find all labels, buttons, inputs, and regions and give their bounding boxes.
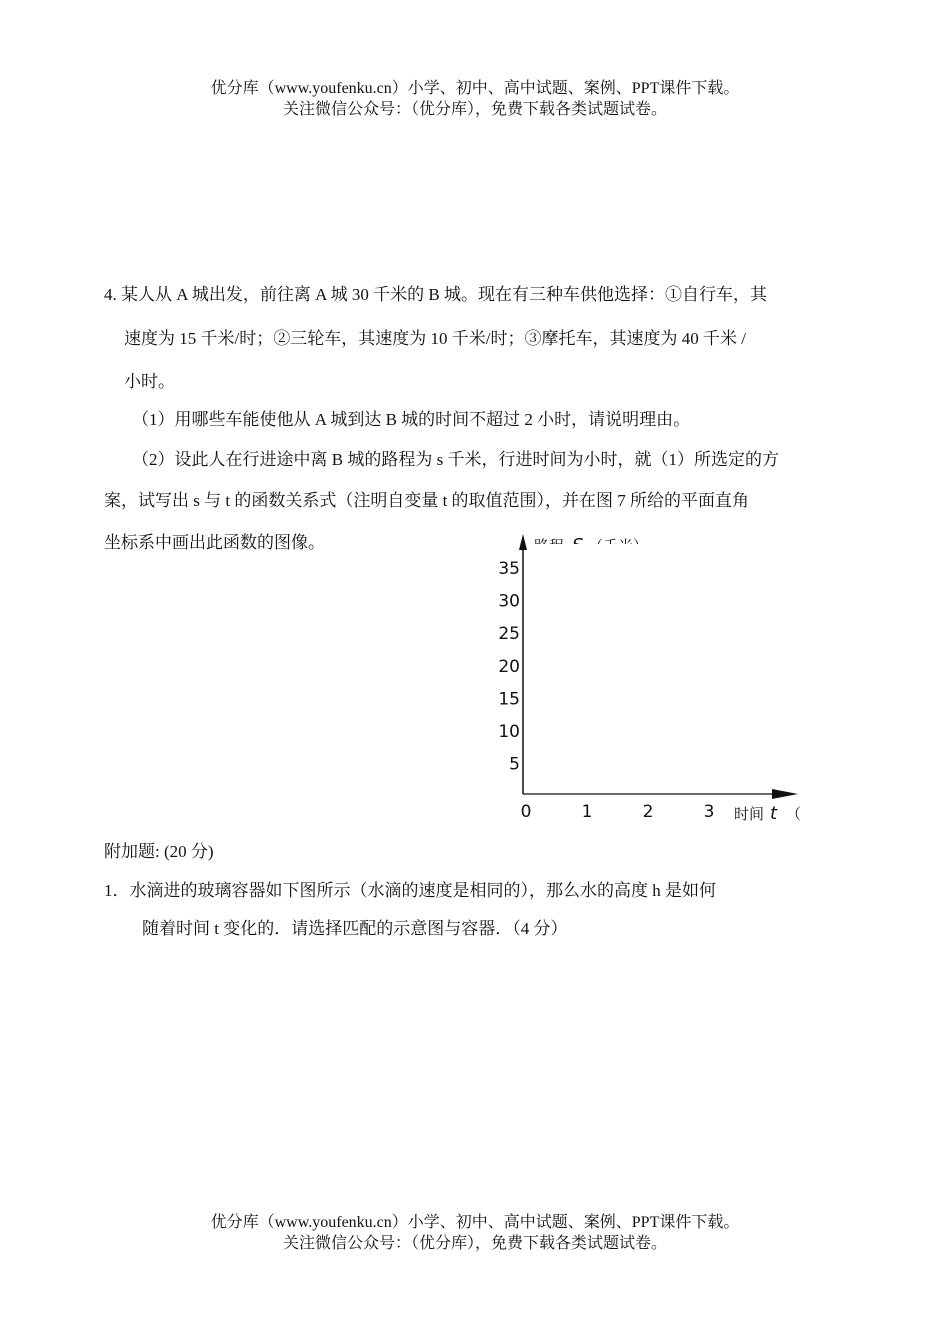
page-footer: [0, 1212, 950, 1254]
q4-line-2: 速度为 15 千米/时；②三轮车，其速度为 10 千米/时；③摩托车，其速度为 40 千米 /: [124, 329, 746, 348]
bonus-q1-line-2: 随着时间 t 变化的．请选择匹配的示意图与容器．（4 分）: [142, 919, 568, 938]
y-tick-labels: [498, 559, 520, 775]
y-axis-arrow: [519, 534, 527, 550]
footer-line-1: 优分库（www.youfenku.cn）小学、初中、高中试题、案例、PPT课件下载。: [210, 1214, 740, 1231]
x-axis-label-text: 时间: [734, 805, 765, 823]
y-tick-label: 10: [498, 722, 520, 742]
x-axis-arrow: [772, 789, 798, 799]
bonus-q1-line-1: 1．水滴进的玻璃容器如下图所示（水滴的速度是相同的），那么水的高度 h 是如何: [104, 881, 716, 900]
q4-sub2-line-3: 坐标系中画出此函数的图像。: [104, 533, 325, 552]
y-tick-label: 30: [498, 591, 520, 612]
y-tick-label: 25: [498, 624, 520, 645]
footer-line-2: 关注微信公众号：（优分库），免费下载各类试题试卷。: [282, 1235, 667, 1252]
q4-line-3: 小时。: [124, 372, 175, 391]
page-header: [0, 78, 950, 120]
y-tick-label: 5: [509, 754, 520, 775]
x-tick-labels: [521, 802, 715, 822]
q4-line-1: 4. 某人从 A 城出发，前往离 A 城 30 千米的 B 城。现在有三种车供他选择：①自行车，其: [104, 285, 768, 304]
header-line-1: 优分库（www.youfenku.cn）小学、初中、高中试题、案例、PPT课件下载。: [210, 80, 740, 97]
x-axis-label-unit: （: [786, 805, 802, 823]
q4-sub1: （1）用哪些车能使他从 A 城到达 B 城的时间不超过 2 小时，请说明理由。: [132, 410, 691, 429]
coordinate-graph: [490, 530, 810, 830]
q4-sub2-line-1: （2）设此人在行进途中离 B 城的路程为 s 千米，行进时间为小时，就（1）所选定的方: [132, 450, 779, 469]
y-tick-label: 35: [498, 559, 520, 579]
label-occluder: [530, 544, 670, 554]
x-tick-label: 0: [520, 802, 532, 822]
x-tick-label: 2: [642, 802, 654, 822]
q4-sub2-line-2: 案，试写出 s 与 t 的函数关系式（注明自变量 t 的取值范围），并在图 7 所给的平面直角: [104, 491, 750, 510]
bonus-title: 附加题: (20 分): [104, 842, 214, 861]
header-line-2: 关注微信公众号：（优分库），免费下载各类试题试卷。: [282, 101, 667, 118]
y-tick-label: 15: [498, 689, 520, 710]
x-axis-label-var: t: [770, 803, 778, 824]
y-tick-label: 20: [498, 656, 520, 677]
x-tick-label: 1: [581, 802, 593, 822]
x-tick-label: 3: [703, 802, 715, 822]
